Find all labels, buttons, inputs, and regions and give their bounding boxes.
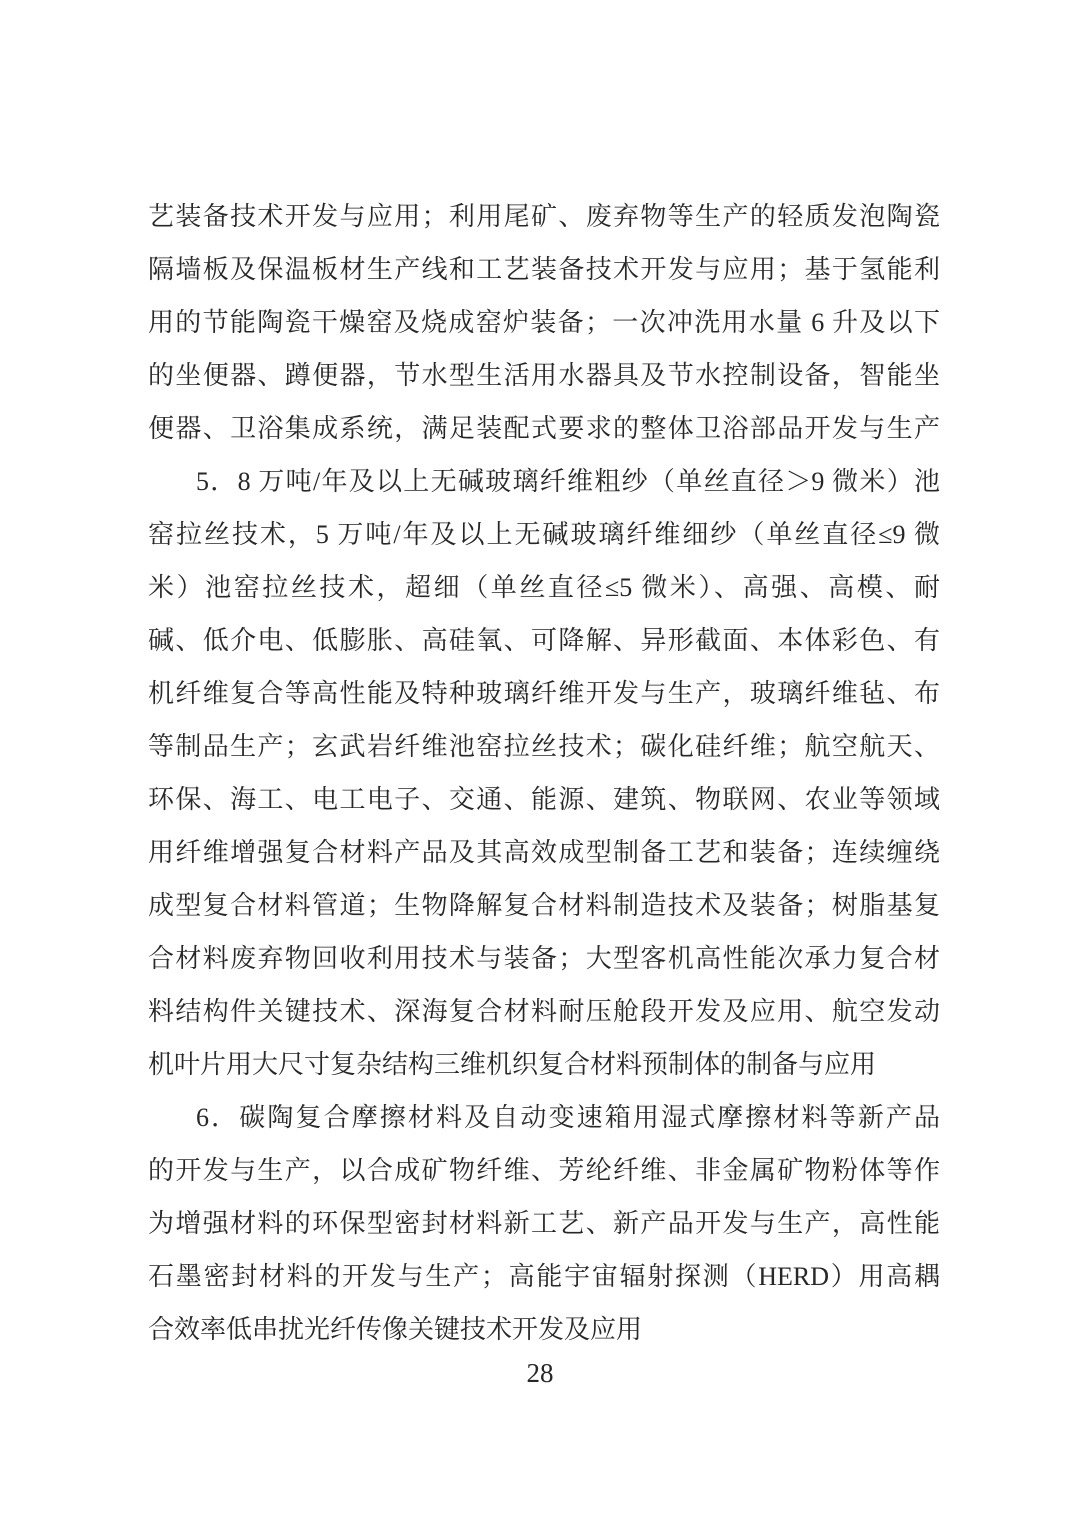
text-line: 料结构件关键技术、深海复合材料耐压舱段开发及应用、航空发动 [148,997,940,1026]
text-line: 等制品生产；玄武岩纤维池窑拉丝技术；碳化硅纤维；航空航天、 [148,732,940,761]
text-line: 窑拉丝技术，5 万吨/年及以上无碱玻璃纤维细纱（单丝直径≤9 微 [148,520,940,549]
text-line: 环保、海工、电工电子、交通、能源、建筑、物联网、农业等领域 [148,785,940,814]
text-line: 米）池窑拉丝技术，超细（单丝直径≤5 微米）、高强、高模、耐 [148,573,940,602]
text-line: 成型复合材料管道；生物降解复合材料制造技术及装备；树脂基复 [148,891,940,920]
page-number: 28 [526,1358,554,1388]
text-line: 合效率低串扰光纤传像关键技术开发及应用 [148,1315,643,1344]
text-line: 为增强材料的环保型密封材料新工艺、新产品开发与生产，高性能 [148,1209,940,1238]
text-line: 碱、低介电、低膨胀、高硅氧、可降解、异形截面、本体彩色、有 [148,626,940,655]
text-line: 便器、卫浴集成系统，满足装配式要求的整体卫浴部品开发与生产 [148,414,940,443]
text-line: 隔墙板及保温板材生产线和工艺装备技术开发与应用；基于氢能利 [148,255,940,284]
text-line: 5．8 万吨/年及以上无碱玻璃纤维粗纱（单丝直径＞9 微米）池 [196,467,940,496]
text-line: 石墨密封材料的开发与生产；高能宇宙辐射探测（HERD）用高耦 [148,1262,940,1291]
text-line: 的开发与生产，以合成矿物纤维、芳纶纤维、非金属矿物粉体等作 [148,1156,940,1185]
text-line: 机叶片用大尺寸复杂结构三维机织复合材料预制体的制备与应用 [148,1050,877,1079]
text-line: 艺装备技术开发与应用；利用尾矿、废弃物等生产的轻质发泡陶瓷 [148,202,940,231]
text-line: 的坐便器、蹲便器，节水型生活用水器具及节水控制设备，智能坐 [148,361,940,390]
text-line: 用纤维增强复合材料产品及其高效成型制备工艺和装备；连续缠绕 [148,838,940,867]
text-line: 用的节能陶瓷干燥窑及烧成窑炉装备；一次冲洗用水量 6 升及以下 [148,308,940,337]
text-line: 机纤维复合等高性能及特种玻璃纤维开发与生产，玻璃纤维毡、布 [148,679,940,708]
text-line: 合材料废弃物回收利用技术与装备；大型客机高性能次承力复合材 [148,944,940,973]
body-text [148,190,940,1356]
text-line: 6．碳陶复合摩擦材料及自动变速箱用湿式摩擦材料等新产品 [196,1103,940,1132]
